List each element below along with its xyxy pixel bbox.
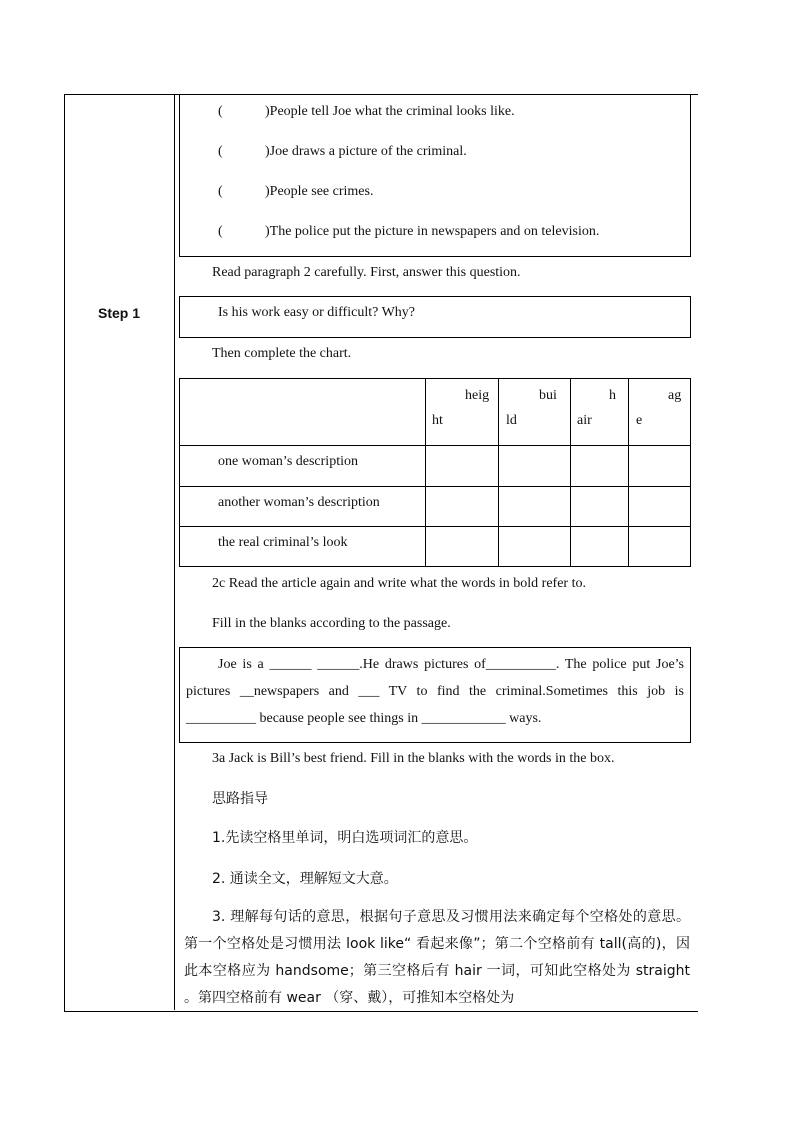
chart-header-build: bui [539, 388, 557, 403]
chart-row-label: the real criminal’s look [218, 535, 348, 550]
order-item-text: )People tell Joe what the criminal looks like. [265, 104, 515, 119]
order-paren: ( [218, 144, 223, 159]
order-paren: ( [218, 104, 223, 119]
fill-passage: Joe is a ______ ______.He draws pictures of__________. The police put Joe’s pictures __newspapers and ___ TV to find the criminal.Sometimes this job is __________ because people see things in ____________ ways. [186, 657, 684, 726]
chart-row-label: one woman’s description [218, 454, 358, 469]
column-divider [174, 94, 175, 1010]
guide-point-1: 1.先读空格里单词，明白选项词汇的意思。 [212, 830, 478, 846]
question-text: Is his work easy or difficult? Why? [218, 305, 415, 320]
order-paren: ( [218, 184, 223, 199]
chart-row-label: another woman’s description [218, 495, 380, 510]
complete-chart-instruction: Then complete the chart. [212, 346, 352, 361]
guide-point-3: 3. 理解每句话的意思，根据句子意思及习惯用法来确定每个空格处的意思。第一个空格处是习惯用法 look like“ 看起来像”；第二个空格前有 tall(高的)，因此本空格应为 handsome；第三空格后有 hair 一词，可知此空格处为 straight 。第四空格前有 wear （穿、戴），可推知本空格处为 [184, 909, 690, 1006]
instruction-3a: 3a Jack is Bill’s best friend. Fill in the blanks with the words in the box. [212, 751, 615, 766]
order-item-text: )The police put the picture in newspapers and on television. [265, 224, 600, 239]
para2-instruction: Read paragraph 2 carefully. First, answer this question. [212, 265, 521, 280]
step-label: Step 1 [97, 305, 140, 321]
order-item-text: )Joe draws a picture of the criminal. [265, 144, 467, 159]
chart-header-hair: h [609, 388, 616, 403]
chart-header-height: ht [432, 413, 443, 428]
instruction-2c: 2c Read the article again and write what the words in bold refer to. [212, 576, 586, 591]
order-paren: ( [218, 224, 223, 239]
guide-title: 思路指导 [212, 791, 268, 807]
order-item-text: )People see crimes. [265, 184, 374, 199]
chart-header-build: ld [506, 413, 517, 428]
guide-point-2: 2. 通读全文，理解短文大意。 [212, 871, 398, 887]
chart-header-hair: air [577, 413, 592, 428]
chart-header-age: ag [668, 388, 682, 403]
chart-header-age: e [636, 413, 643, 428]
fill-instruction: Fill in the blanks according to the passage. [212, 616, 451, 631]
chart-header-height: heig [465, 388, 490, 403]
